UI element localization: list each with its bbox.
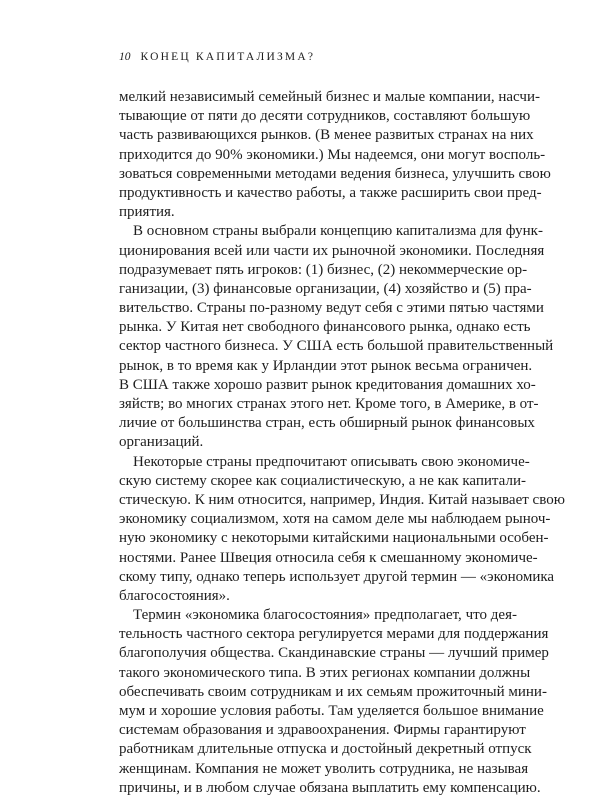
text-line: подразумевает пять игроков: (1) бизнес, (2) некоммерческие ор- [119, 261, 528, 278]
running-title: КОНЕЦ КАПИТАЛИЗМА? [140, 51, 316, 63]
text-line: работникам длительные отпуска и достойный декретный отпуск [119, 741, 532, 758]
text-line: причины, и в любом случае обязана выплатить ему компенсацию. [119, 779, 541, 796]
running-head [119, 51, 315, 63]
paragraph [119, 88, 551, 222]
text-line: зяйств; во многих странах этого нет. Кроме того, в Америке, в от- [119, 396, 539, 412]
text-line: вительство. Страны по-разному ведут себя с этими пятью частями [119, 300, 544, 317]
text-line: ганизации, (3) финансовые организации, (4) хозяйство и (5) пра- [119, 280, 532, 297]
text-line: экономику социализмом, хотя на самом деле мы наблюдаем рыноч- [119, 511, 551, 528]
text-line: стическую. К ним относится, например, Индия. Китай называет свою [119, 491, 565, 508]
text-line: зоваться современными методами ведения бизнеса, улучшить свою [119, 165, 551, 182]
text-line: ную экономику с некоторыми китайскими национальными особен- [119, 530, 549, 547]
text-line: рынок, в то время как у Ирландии этот рынок весьма ограничен. [119, 357, 533, 374]
text-line: благополучия общества. Скандинавские страны — лучший пример [119, 645, 549, 662]
text-line: благосостояния». [119, 587, 230, 604]
text-line: такого экономического типа. В этих регионах компании должны [119, 664, 531, 681]
text-line: обеспечивать своим сотрудникам и их семьям прожиточный мини- [119, 683, 547, 700]
text-line: В США также хорошо развит рынок кредитования домашних хо- [119, 376, 536, 393]
text-line: мелкий независимый семейный бизнес и малые компании, насчи- [119, 89, 540, 105]
text-line: мум и хорошие условия работы. Там уделяется большое внимание [119, 703, 544, 719]
text-line: организаций. [119, 434, 204, 451]
text-line: рынка. У Китая нет свободного финансового рынка, однако есть [119, 319, 531, 336]
text-line: продуктивность и качество работы, а также расширить свои пред- [119, 184, 542, 201]
text-line: ностями. Ранее Швеция относила себя к смешанному экономиче- [119, 549, 538, 566]
text-line: скую систему скорее как социалистическую, а не как капитали- [119, 472, 526, 489]
text-line: женщинам. Компания не может уволить сотрудника, не называя [119, 760, 529, 777]
body-text [119, 88, 565, 798]
page-number: 10 [119, 51, 131, 63]
text-line: В основном страны выбрали концепцию капитализма для функ- [133, 223, 543, 240]
text-line: тельность частного сектора регулируется мерами для поддержания [119, 626, 549, 643]
text-line: сектор частного бизнеса. У США есть большой правительственный [119, 338, 554, 355]
text-line: ционирования всей или части их рыночной экономики. Последняя [119, 242, 545, 259]
text-line: часть развивающихся рынков. (В менее развитых странах на них [119, 127, 534, 144]
paragraph [119, 222, 554, 452]
paragraph [119, 606, 549, 798]
text-line: скому типу, однако теперь использует другой термин — «экономика [119, 568, 555, 585]
paragraph [119, 453, 565, 607]
text-line: системам образования и здравоохранения. Фирмы гарантируют [119, 722, 526, 739]
text-line: приятия. [119, 204, 175, 221]
text-line: Термин «экономика благосостояния» предполагает, что дея- [133, 607, 517, 624]
text-line: тывающие от пяти до десяти сотрудников, составляют большую [119, 108, 531, 125]
text-line: личие от большинства стран, есть обширный рынок финансовых [119, 415, 535, 432]
text-line: Некоторые страны предпочитают описывать свою экономиче- [133, 453, 530, 470]
text-line: приходится до 90% экономики.) Мы надеемся, они могут восполь- [119, 146, 546, 163]
